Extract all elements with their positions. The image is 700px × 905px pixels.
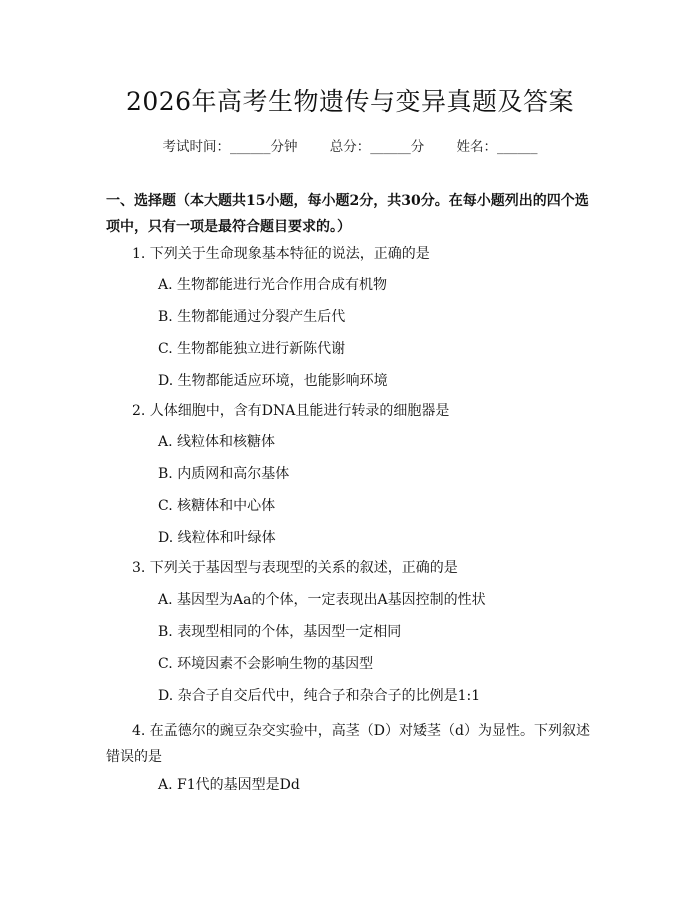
exam-time: 考试时间：______分钟 <box>162 139 298 155</box>
question-4-option-a: A. F1代的基因型是Dd <box>158 777 300 793</box>
question-3-option-a: A. 基因型为Aa的个体，一定表现出A基因控制的性状 <box>158 592 486 608</box>
question-1: 1. 下列关于生命现象基本特征的说法，正确的是 <box>132 246 430 262</box>
exam-meta <box>0 135 700 155</box>
question-2-option-a: A. 线粒体和核糖体 <box>158 434 276 450</box>
question-1-option-d: D. 生物都能适应环境，也能影响环境 <box>158 373 388 389</box>
question-2-option-d: D. 线粒体和叶绿体 <box>158 530 276 546</box>
document-title: 2026年高考生物遗传与变异真题及答案 <box>125 87 575 116</box>
question-3-option-b: B. 表现型相同的个体，基因型一定相同 <box>158 624 402 640</box>
question-1-option-a: A. 生物都能进行光合作用合成有机物 <box>158 277 388 293</box>
question-2-option-c: C. 核糖体和中心体 <box>158 498 276 514</box>
question-1-option-b: B. 生物都能通过分裂产生后代 <box>158 309 346 325</box>
question-3-option-c: C. 环境因素不会影响生物的基因型 <box>158 656 374 672</box>
exam-score: 总分：______分 <box>329 139 425 155</box>
question-3-option-d: D. 杂合子自交后代中，纯合子和杂合子的比例是1:1 <box>158 688 481 704</box>
student-name: 姓名：______ <box>456 139 538 155</box>
question-4: 4. 在孟德尔的豌豆杂交实验中，高茎（D）对矮茎（d）为显性。下列叙述错误的是 <box>106 723 590 765</box>
question-2-option-b: B. 内质网和高尔基体 <box>158 466 290 482</box>
question-1-option-c: C. 生物都能独立进行新陈代谢 <box>158 341 346 357</box>
question-3: 3. 下列关于基因型与表现型的关系的叙述，正确的是 <box>132 560 458 576</box>
section-heading: 一、选择题（本大题共15小题，每小题2分，共30分。在每小题列出的四个选项中，只有一项是最符合题目要求的。） <box>106 193 589 235</box>
question-2: 2. 人体细胞中，含有DNA且能进行转录的细胞器是 <box>132 403 450 419</box>
